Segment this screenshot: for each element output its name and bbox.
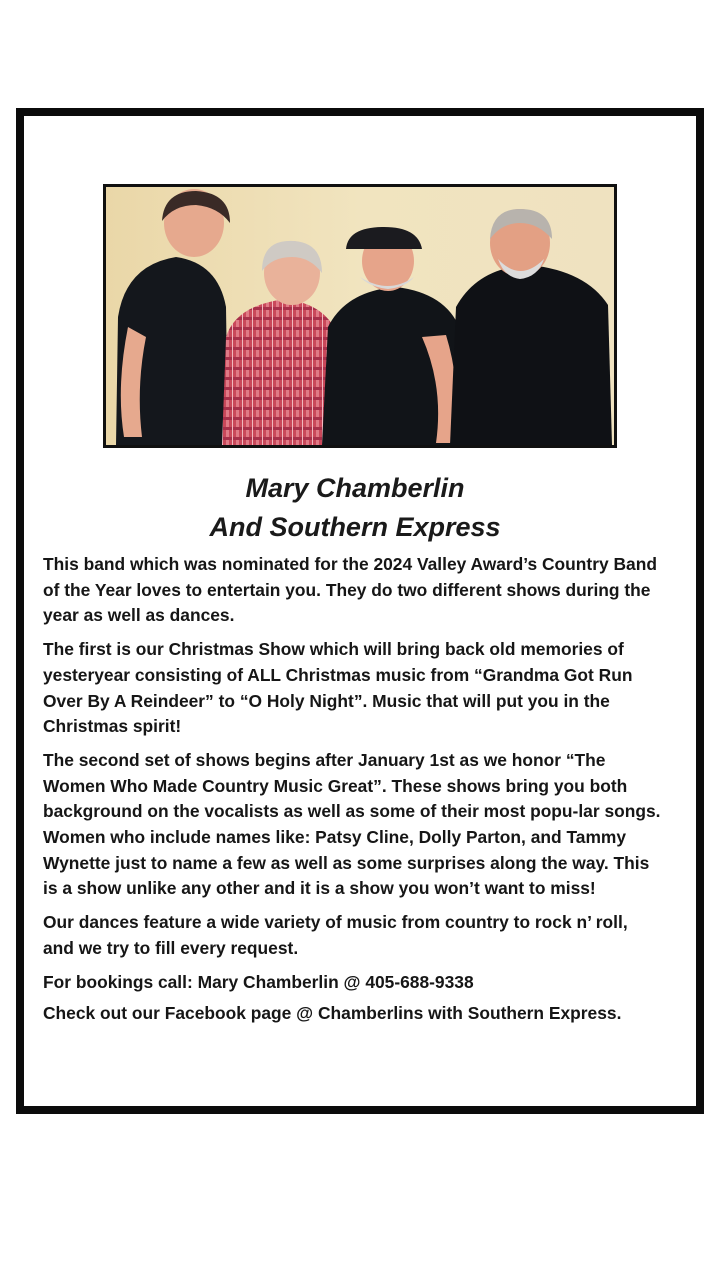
title-line-2: And Southern Express xyxy=(209,512,501,542)
paragraph-dances: Our dances feature a wide variety of music from country to rock n’ roll, and we try to fill every request. xyxy=(43,912,628,958)
flyer-body xyxy=(43,552,663,1035)
paragraph-women-of-country: The second set of shows begins after January 1st as we honor “The Women Who Made Country Music Great”. These shows bring you both background on the vocalists as well as some of their most popu-lar songs. Women who include names like: Patsy Cline, Dolly Parton, and Tammy Wynette just to name a few as well as some surprises along the way. This is a show unlike any other and it is a show you won’t want to miss! xyxy=(43,749,661,899)
bookings-line: For bookings call: Mary Chamberlin @ 405-688-9338 xyxy=(43,971,474,992)
facebook-line: Check out our Facebook page @ Chamberlins with Southern Express. xyxy=(43,1003,622,1024)
paragraph-nomination: This band which was nominated for the 2024 Valley Award’s Country Band of the Year loves to entertain you. They do two different shows during the year as well as dances. xyxy=(43,554,657,626)
paragraph-christmas-show: The first is our Christmas Show which will bring back old memories of yesteryear consisting of ALL Christmas music from “Grandma Got Run Over By A Reindeer” to “O Holy Night”. Music that will put you in the Christmas spirit! xyxy=(43,639,633,737)
band-photo xyxy=(103,184,617,448)
flyer xyxy=(16,108,704,1114)
title-line-1: Mary Chamberlin xyxy=(245,473,465,503)
band-photo-image xyxy=(106,187,614,445)
